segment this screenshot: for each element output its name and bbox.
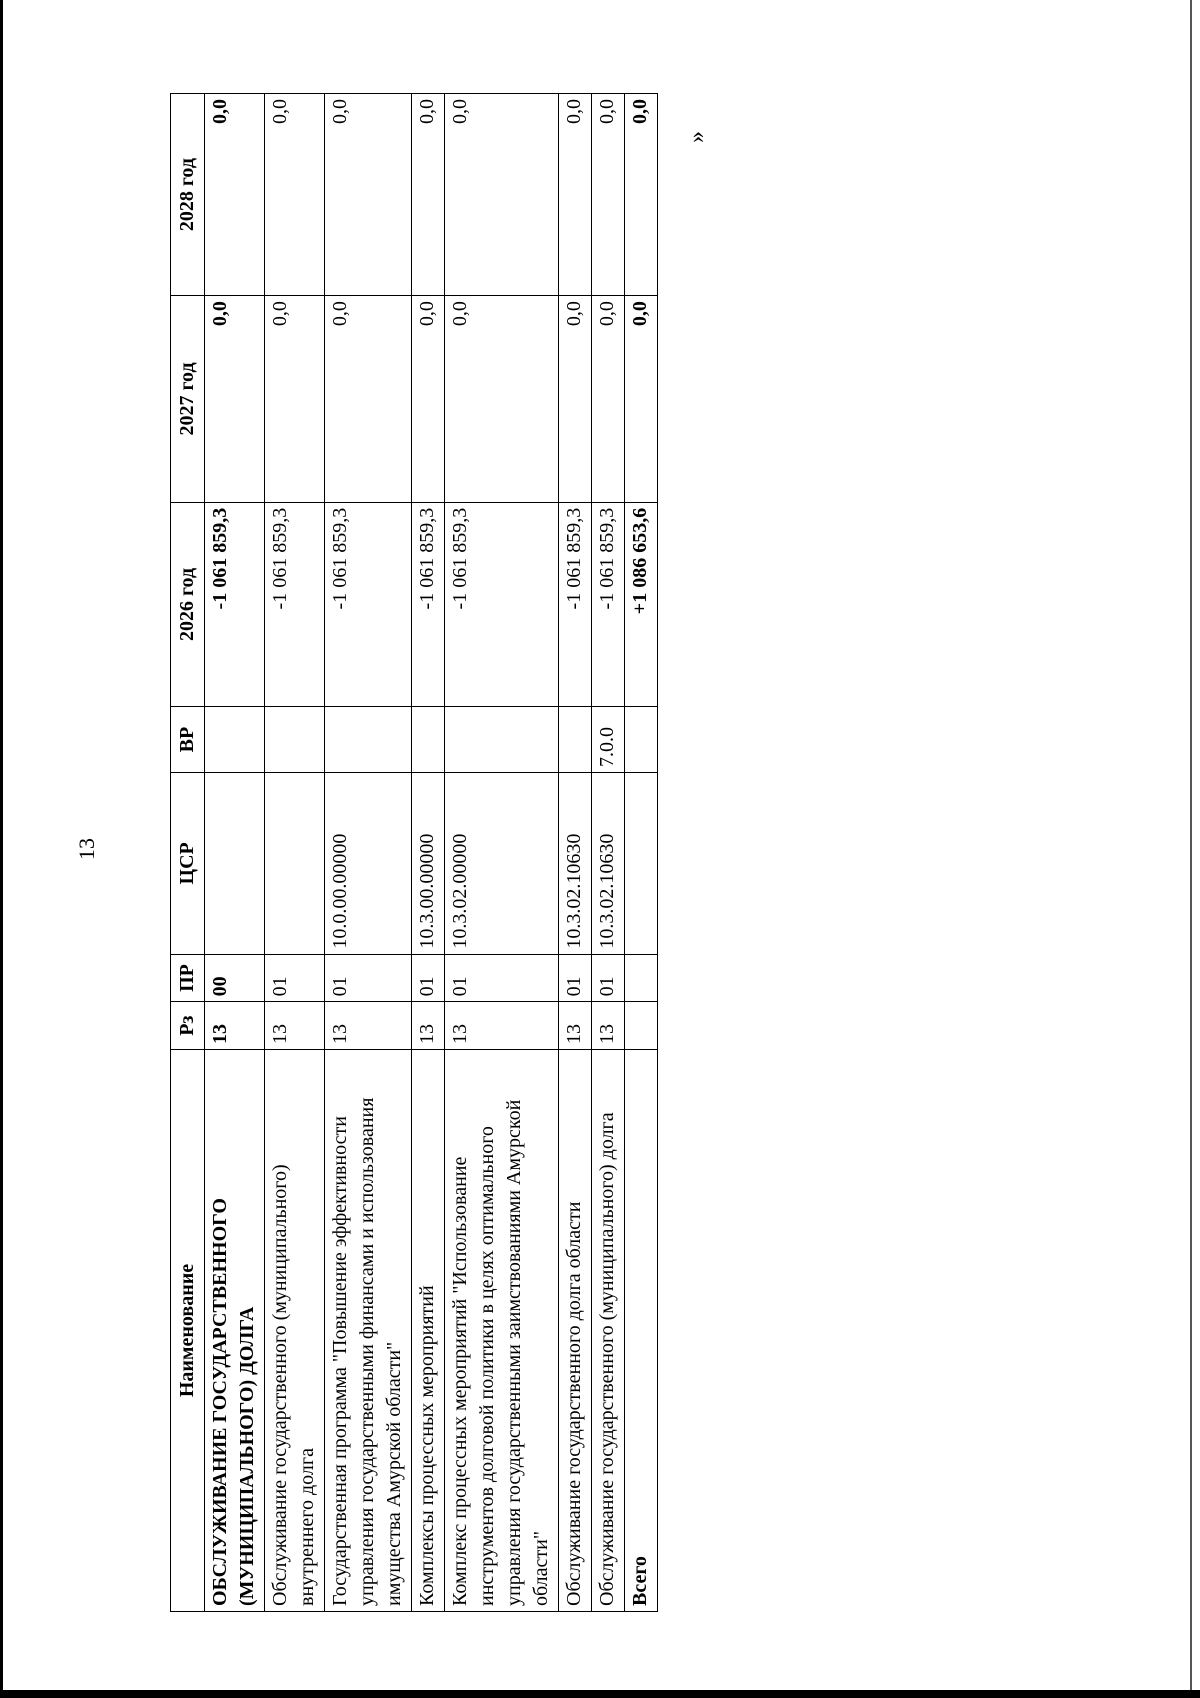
row-2027: 0,0	[205, 296, 265, 503]
row-rz: 13	[412, 1002, 445, 1050]
row-csr	[205, 773, 265, 955]
row-2027: 0,0	[265, 296, 325, 503]
table-row	[325, 94, 412, 1612]
row-csr: 10.3.02.10630	[559, 773, 592, 955]
row-2028: 0,0	[625, 94, 658, 296]
row-2026: -1 061 859,3	[445, 502, 559, 706]
row-2027: 0,0	[445, 296, 559, 503]
header-2026: 2026 год	[171, 502, 205, 706]
row-vr	[265, 707, 325, 773]
table-row	[592, 94, 625, 1612]
row-rz: 13	[205, 1002, 265, 1050]
row-2026: -1 061 859,3	[265, 502, 325, 706]
header-name: Наименование	[171, 1050, 205, 1612]
row-csr: 10.3.00.00000	[412, 773, 445, 955]
row-csr	[625, 773, 658, 955]
row-name: ОБСЛУЖИВАНИЕ ГОСУДАРСТВЕННОГО (МУНИЦИПАЛЬНОГО) ДОЛГА	[205, 1050, 265, 1612]
header-csr: ЦСР	[171, 773, 205, 955]
row-csr: 10.3.02.00000	[445, 773, 559, 955]
row-vr	[625, 707, 658, 773]
table-row	[559, 94, 592, 1612]
budget-table	[170, 93, 658, 1612]
table-row	[412, 94, 445, 1612]
row-name: Комплексы процессных мероприятий	[412, 1050, 445, 1612]
row-pr: 01	[559, 954, 592, 1002]
table-row	[205, 94, 265, 1612]
row-2028: 0,0	[205, 94, 265, 296]
header-pr: ПР	[171, 954, 205, 1002]
row-rz: 13	[325, 1002, 412, 1050]
row-rz: 13	[265, 1002, 325, 1050]
row-pr: 00	[205, 954, 265, 1002]
row-2027: 0,0	[559, 296, 592, 503]
header-vr: ВР	[171, 707, 205, 773]
row-rz: 13	[559, 1002, 592, 1050]
row-pr: 01	[445, 954, 559, 1002]
row-csr: 10.3.02.10630	[592, 773, 625, 955]
row-vr	[559, 707, 592, 773]
row-vr: 7.0.0	[592, 707, 625, 773]
row-rz: 13	[592, 1002, 625, 1050]
row-2028: 0,0	[445, 94, 559, 296]
header-2027: 2027 год	[171, 296, 205, 503]
row-pr: 01	[265, 954, 325, 1002]
row-name: Государственная программа "Повышение эффективности управления государственными финансами и использования имущества Амурской области"	[325, 1050, 412, 1612]
header-rz: Рз	[171, 1002, 205, 1050]
row-2027: 0,0	[625, 296, 658, 503]
row-rz	[625, 1002, 658, 1050]
row-2028: 0,0	[592, 94, 625, 296]
row-pr: 01	[325, 954, 412, 1002]
row-2026: -1 061 859,3	[412, 502, 445, 706]
row-2026: -1 061 859,3	[205, 502, 265, 706]
row-rz: 13	[445, 1002, 559, 1050]
row-pr: 01	[592, 954, 625, 1002]
row-2026: +1 086 653,6	[625, 502, 658, 706]
row-csr	[265, 773, 325, 955]
table-row	[445, 94, 559, 1612]
row-name: Всего	[625, 1050, 658, 1612]
table-row-total	[625, 94, 658, 1612]
row-csr: 10.0.00.00000	[325, 773, 412, 955]
table-row	[265, 94, 325, 1612]
row-2028: 0,0	[265, 94, 325, 296]
row-vr	[205, 707, 265, 773]
row-vr	[412, 707, 445, 773]
row-2026: -1 061 859,3	[592, 502, 625, 706]
row-name: Обслуживание государственного (муниципального) внутреннего долга	[265, 1050, 325, 1612]
row-2026: -1 061 859,3	[325, 502, 412, 706]
row-pr: 01	[412, 954, 445, 1002]
row-2027: 0,0	[412, 296, 445, 503]
row-name: Обслуживание государственного долга области	[559, 1050, 592, 1612]
row-2028: 0,0	[412, 94, 445, 296]
row-2027: 0,0	[592, 296, 625, 503]
row-name: Комплекс процессных мероприятий "Использование инструментов долговой политики в целях оптимального управления государственными заимствованиями Амурской области"	[445, 1050, 559, 1612]
row-2026: -1 061 859,3	[559, 502, 592, 706]
header-2028: 2028 год	[171, 94, 205, 296]
row-2028: 0,0	[325, 94, 412, 296]
page-number: 13	[74, 838, 99, 860]
row-2027: 0,0	[325, 296, 412, 503]
row-vr	[325, 707, 412, 773]
row-name: Обслуживание государственного (муниципального) долга	[592, 1050, 625, 1612]
row-vr	[445, 707, 559, 773]
table-header-row	[171, 94, 205, 1612]
row-pr	[625, 954, 658, 1002]
closing-quote-mark: »	[684, 131, 710, 143]
row-2028: 0,0	[559, 94, 592, 296]
